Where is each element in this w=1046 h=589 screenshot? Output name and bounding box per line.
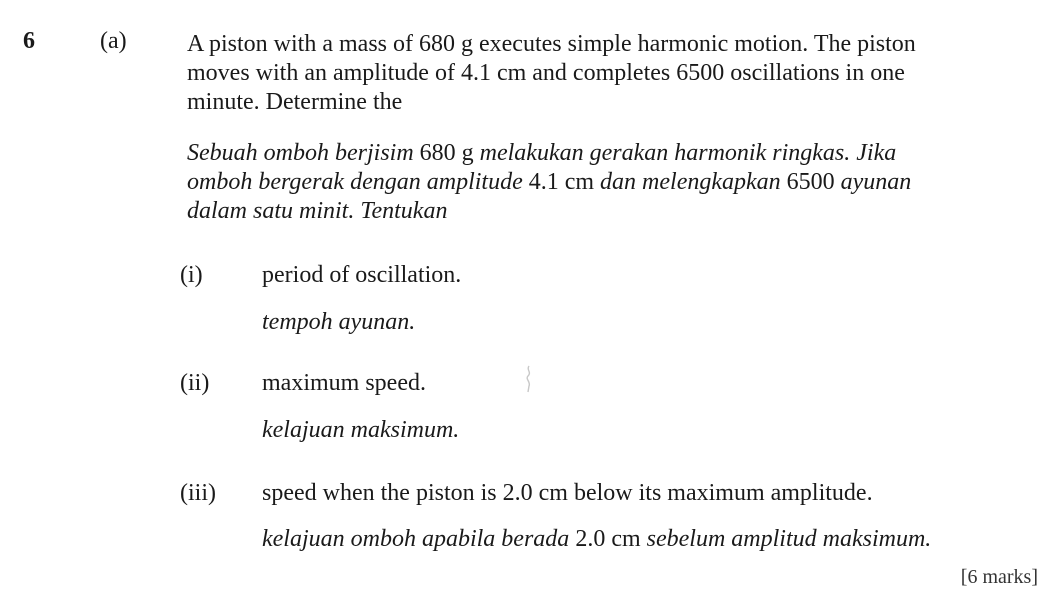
stem-english [187,30,1027,117]
upright-text: 2.0 cm [575,526,647,552]
upright-text: 4.1 cm [528,169,601,195]
subpart-malay [262,309,415,336]
italic-text: sebelum amplitud maksimum. [646,526,932,552]
stem-english-line: minute. Determine the [187,89,403,115]
italic-text: Sebuah omboh berjisim [187,140,420,166]
italic-text: melakukan gerakan harmonik ringkas. Jika [479,140,897,166]
subpart-malay [262,417,459,444]
subpart-english: maximum speed. [262,370,426,396]
upright-text: 680 g [419,140,480,166]
italic-text: omboh bergerak dengan amplitude [187,169,529,195]
stem-malay-line [187,139,1027,168]
paper-mark [522,364,536,394]
italic-text: dan melengkapkan [600,169,787,195]
italic-text: dalam satu minit. Tentukan [187,198,448,224]
upright-text: 6500 [786,169,841,195]
italic-text: tempoh ayunan. [262,309,416,335]
question-number: 6 [23,28,35,54]
subpart-english: speed when the piston is 2.0 cm below its maximum amplitude. [262,480,873,506]
stem-malay [187,139,1027,226]
stem-malay-line [187,168,1027,197]
marks-label: [6 marks] [960,566,1038,588]
italic-text: kelajuan maksimum. [262,417,460,443]
italic-text: kelajuan omboh apabila berada [262,526,576,552]
stem-english-line: A piston with a mass of 680 g executes simple harmonic motion. The piston [187,31,916,57]
subpart-label: (i) [180,262,203,288]
stem-malay-line [187,197,1027,226]
italic-text: ayunan [840,169,912,195]
subpart-label: (iii) [180,480,216,506]
part-label: (a) [100,28,127,54]
subpart-label: (ii) [180,370,210,396]
stem-english-line: moves with an amplitude of 4.1 cm and completes 6500 oscillations in one [187,60,905,86]
subpart-malay [262,526,931,553]
subpart-english: period of oscillation. [262,262,462,288]
